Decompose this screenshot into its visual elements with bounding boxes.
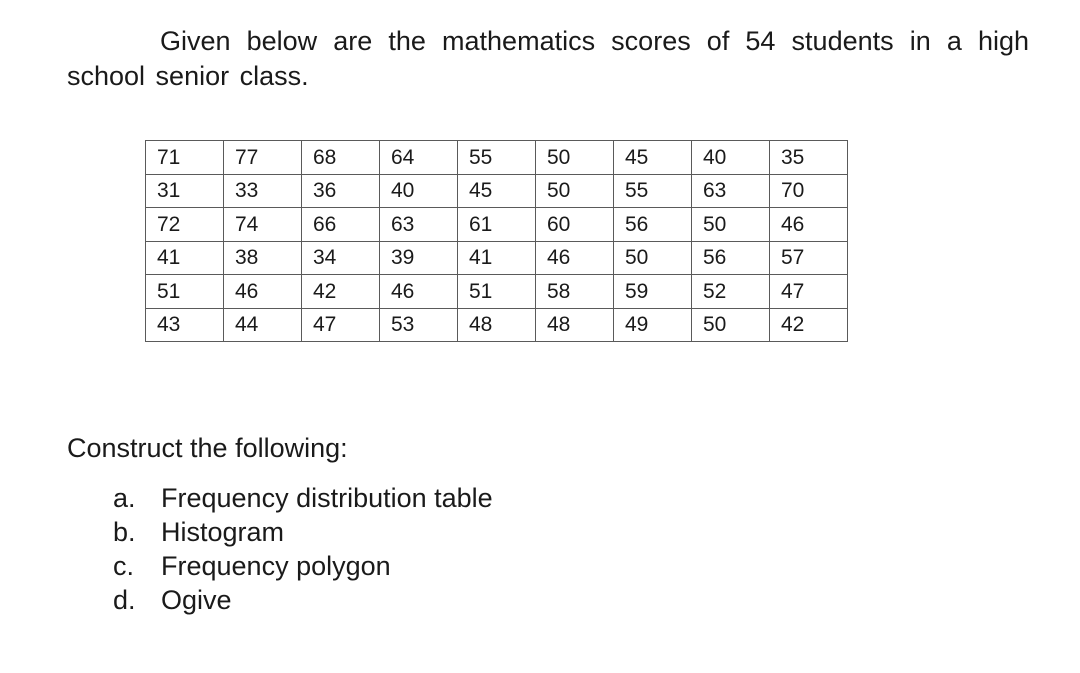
table-cell: 34: [302, 241, 380, 275]
table-cell: 50: [536, 141, 614, 175]
table-cell: 45: [458, 174, 536, 208]
list-item-text: Frequency polygon: [161, 551, 391, 581]
table-cell: 66: [302, 208, 380, 242]
table-cell: 70: [770, 174, 848, 208]
table-cell: 46: [224, 275, 302, 309]
table-cell: 48: [536, 308, 614, 342]
table-cell: 64: [380, 141, 458, 175]
table-cell: 74: [224, 208, 302, 242]
table-cell: 36: [302, 174, 380, 208]
table-cell: 44: [224, 308, 302, 342]
table-cell: 46: [770, 208, 848, 242]
table-cell: 42: [770, 308, 848, 342]
table-cell: 63: [692, 174, 770, 208]
list-item-marker: c.: [113, 551, 135, 581]
table-row: [146, 141, 848, 175]
table-cell: 50: [614, 241, 692, 275]
list-item-marker: a.: [113, 483, 136, 513]
table-cell: 40: [380, 174, 458, 208]
list-item-marker: b.: [113, 517, 136, 547]
list-item-text: Histogram: [161, 517, 285, 547]
table-cell: 51: [458, 275, 536, 309]
table-cell: 53: [380, 308, 458, 342]
list-item-marker: d.: [113, 585, 136, 615]
table-cell: 55: [614, 174, 692, 208]
table-cell: 51: [146, 275, 224, 309]
list-item: [113, 583, 493, 617]
table-row: [146, 308, 848, 342]
table-cell: 55: [458, 141, 536, 175]
table-cell: 57: [770, 241, 848, 275]
table-cell: 31: [146, 174, 224, 208]
scores-table-body: [146, 141, 848, 342]
table-cell: 61: [458, 208, 536, 242]
table-cell: 56: [614, 208, 692, 242]
table-row: [146, 174, 848, 208]
table-cell: 56: [692, 241, 770, 275]
table-cell: 46: [380, 275, 458, 309]
table-cell: 33: [224, 174, 302, 208]
table-cell: 39: [380, 241, 458, 275]
table-cell: 41: [458, 241, 536, 275]
table-cell: 50: [536, 174, 614, 208]
scores-table: [145, 140, 848, 342]
table-row: [146, 275, 848, 309]
table-cell: 60: [536, 208, 614, 242]
table-cell: 63: [380, 208, 458, 242]
table-cell: 48: [458, 308, 536, 342]
list-item: [113, 515, 493, 549]
table-cell: 47: [770, 275, 848, 309]
table-cell: 38: [224, 241, 302, 275]
table-cell: 58: [536, 275, 614, 309]
list-item: [113, 549, 493, 583]
table-cell: 47: [302, 308, 380, 342]
table-cell: 49: [614, 308, 692, 342]
list-item-text: Ogive: [161, 585, 232, 615]
table-cell: 35: [770, 141, 848, 175]
intro-paragraph: Given below are the mathematics scores of 54 students in a high school senior class.: [67, 26, 1029, 91]
table-cell: 43: [146, 308, 224, 342]
list-item-text: Frequency distribution table: [161, 483, 493, 513]
table-cell: 50: [692, 208, 770, 242]
table-cell: 72: [146, 208, 224, 242]
table-cell: 71: [146, 141, 224, 175]
table-cell: 59: [614, 275, 692, 309]
construct-heading: Construct the following:: [67, 433, 348, 463]
table-cell: 50: [692, 308, 770, 342]
table-row: [146, 241, 848, 275]
task-list: [113, 481, 493, 617]
table-cell: 52: [692, 275, 770, 309]
table-cell: 68: [302, 141, 380, 175]
table-cell: 46: [536, 241, 614, 275]
table-cell: 42: [302, 275, 380, 309]
table-cell: 41: [146, 241, 224, 275]
table-cell: 45: [614, 141, 692, 175]
table-row: [146, 208, 848, 242]
list-item: [113, 481, 493, 515]
table-cell: 40: [692, 141, 770, 175]
table-cell: 77: [224, 141, 302, 175]
